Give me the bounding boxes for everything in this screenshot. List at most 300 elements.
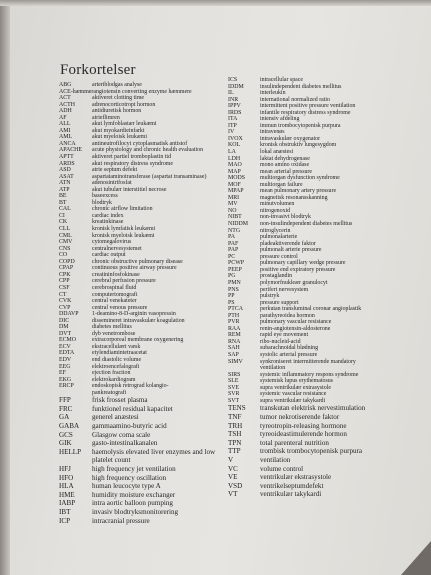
abbreviation-term: AML xyxy=(59,134,73,141)
definition-line: central venous pressure xyxy=(92,304,148,311)
abbreviation-term: PNS xyxy=(228,286,239,293)
abbreviation-column-left xyxy=(59,82,234,525)
definition-line: centralnervesystemet xyxy=(92,245,142,252)
definition-line: endoskopisk retrograd kolangio- xyxy=(92,383,169,390)
abbreviation-term: SVE xyxy=(228,384,240,391)
definition-line: ventrikulær ekstrasystole xyxy=(260,473,332,482)
abbreviation-term: CMV xyxy=(59,239,73,246)
abbreviation-entry xyxy=(228,404,403,413)
abbreviation-entry xyxy=(59,508,234,517)
definition-line: arteriblodgas analyse xyxy=(92,82,142,88)
definition-line: interleukin xyxy=(260,90,286,97)
abbreviation-term: REM xyxy=(228,332,241,339)
abbreviation-entry xyxy=(59,405,234,414)
definition-line: etylendiamintetraacetat xyxy=(92,350,147,357)
abbreviation-term: ECV xyxy=(59,343,71,350)
definition-continuation-line: pankreatografi xyxy=(92,389,127,396)
abbreviation-term: SVT xyxy=(228,397,240,404)
definition-line: aktiveret clotting time xyxy=(92,95,145,102)
abbreviation-entry xyxy=(59,474,234,483)
abbreviation-term: TPN xyxy=(228,438,242,447)
abbreviation-term: CPK xyxy=(59,271,71,278)
abbreviation-term: EDTA xyxy=(59,350,75,357)
abbreviation-term: PS xyxy=(228,299,235,306)
definition-line: adrenocorticotropt hormon xyxy=(92,101,156,108)
abbreviation-term: MAP xyxy=(228,168,241,175)
abbreviation-term: TENS xyxy=(228,404,246,413)
definition-line: adenosintrifosfat xyxy=(92,180,132,187)
abbreviation-term: ABG xyxy=(59,82,72,88)
abbreviation-term: ATN xyxy=(59,180,71,187)
definition-line: non-insulindependent diabetes mellitus xyxy=(260,221,353,228)
abbreviation-definition xyxy=(260,430,403,439)
abbreviation-definition xyxy=(92,405,234,414)
definition-line: systolic arterial pressure xyxy=(260,351,318,358)
abbreviation-entry xyxy=(59,482,234,491)
definition-line: insulindependent diabetes mellitus xyxy=(260,83,342,90)
definition-line: trombisk trombocytopenisk purpura xyxy=(260,447,363,456)
abbreviation-entry xyxy=(228,413,403,422)
definition-line: continuous positive airway pressure xyxy=(92,265,177,272)
definition-line: Glasgow coma scale xyxy=(92,430,151,439)
abbreviation-definition xyxy=(260,359,403,372)
abbreviation-term: CK xyxy=(59,219,68,226)
abbreviation-term: SAH xyxy=(228,345,240,352)
abbreviation-definition xyxy=(260,404,403,413)
definition-line: non-invasivt blodtryk xyxy=(260,214,311,221)
abbreviation-entry xyxy=(228,359,403,372)
abbreviation-entry xyxy=(59,491,234,500)
abbreviation-term: ARDS xyxy=(59,160,75,167)
definition-line: mean arterial pressure xyxy=(260,168,313,175)
abbreviation-entry xyxy=(59,499,234,508)
abbreviation-term: INR xyxy=(228,96,239,103)
abbreviation-term: RAA xyxy=(228,325,241,332)
abbreviation-term: CLL xyxy=(59,226,71,233)
definition-line: blodtryk xyxy=(92,199,112,206)
abbreviation-term: ICS xyxy=(228,77,238,83)
definition-line: cerebrospinal fluid xyxy=(92,284,137,291)
abbreviation-term: PVR xyxy=(228,319,240,326)
abbreviation-entry xyxy=(59,413,234,422)
abbreviation-term: ADH xyxy=(59,108,72,115)
definition-line: subarachnoidal blødning xyxy=(260,345,319,352)
definition-line: dyb venetrombose xyxy=(92,330,136,337)
abbreviation-term: ICP xyxy=(59,516,71,525)
definition-line: high frequency jet ventilation xyxy=(92,465,176,473)
abbreviation-term: HLA xyxy=(59,482,74,491)
abbreviation-entry xyxy=(59,431,234,440)
abbreviation-definition xyxy=(92,422,234,431)
abbreviation-definition xyxy=(92,517,234,526)
definition-line: atrieflimren xyxy=(92,114,120,121)
abbreviation-definition xyxy=(92,491,234,500)
abbreviation-term: ERCP xyxy=(59,383,74,390)
abbreviation-term: PTCA xyxy=(228,306,244,313)
abbreviation-term: FFP xyxy=(59,396,71,405)
definition-line: computertomografi xyxy=(92,291,138,298)
definition-line: nitrogenoxid xyxy=(260,207,291,214)
abbreviation-term: ACT xyxy=(59,95,71,102)
abbreviation-term: EF xyxy=(59,370,66,377)
definition-line: ejection fraction xyxy=(92,370,131,377)
definition-line: extracorporeal membrane oxygenering xyxy=(92,337,184,344)
definition-line: 1-deamino-8-D-arginin vasopressin xyxy=(92,311,176,318)
abbreviation-term: ACTH xyxy=(59,101,76,108)
abbreviation-term: BT xyxy=(59,199,67,206)
definition-line: multiorgan dysfunction syndrome xyxy=(260,175,340,182)
definition-line: antidiuretisk hormon xyxy=(92,108,142,115)
abbreviation-term: RNA xyxy=(228,338,241,345)
definition-line: perkutan transluminal coronar angioplastik xyxy=(260,306,362,313)
abbreviation-term: IRDS xyxy=(228,109,242,116)
definition-line: ekstracellulært væsk xyxy=(92,343,141,350)
abbreviation-term: FRC xyxy=(59,404,73,413)
definition-line: renin-angiotensin-aldosterone xyxy=(260,325,331,332)
definition-line: mean pulmonary artery pressure xyxy=(260,188,337,195)
abbreviation-entry xyxy=(59,517,234,526)
abbreviation-definition xyxy=(92,508,234,517)
definition-line: aspartataminotransferase (aspartat transaminase) xyxy=(92,173,207,180)
abbreviation-definition xyxy=(260,447,403,456)
definition-line: gasto-intestinalkanalen xyxy=(92,439,158,448)
definition-line: akut tubulær interstitiel necrose xyxy=(92,186,167,193)
abbreviation-term: EDV xyxy=(59,356,72,363)
abbreviation-term: CVK xyxy=(59,298,72,305)
abbreviation-term: PC xyxy=(228,253,236,260)
abbreviation-term: CPAP xyxy=(59,265,74,272)
abbreviation-term: TTP xyxy=(228,447,241,456)
abbreviation-entry xyxy=(59,383,234,396)
abbreviation-term: GA xyxy=(59,413,70,422)
abbreviation-definition xyxy=(260,413,403,422)
definition-line: tumor nekrotiserende faktor xyxy=(260,412,340,421)
definition-line: pulmonary vascular resistance xyxy=(260,319,332,326)
abbreviation-definition xyxy=(260,482,403,491)
definition-line: generel anæstesi xyxy=(92,413,139,422)
definition-line: perifert nervesystem xyxy=(260,286,309,293)
definition-line: kreatinkinase xyxy=(92,219,124,226)
definition-line: multiorgan failure xyxy=(260,181,303,188)
abbreviation-term: IVOX xyxy=(228,135,243,142)
definition-line: end diastolic volume xyxy=(92,356,142,363)
abbreviation-term: SAP xyxy=(228,351,239,358)
abbreviation-term: ALL xyxy=(59,121,71,128)
abbreviation-term: SLE xyxy=(228,378,239,385)
definition-line: funktionel residual kapacitet xyxy=(92,404,173,413)
abbreviation-term: LA xyxy=(228,149,236,156)
abbreviation-term: IV xyxy=(228,129,235,136)
abbreviation-term: SIRS xyxy=(228,371,241,378)
abbreviation-term: MODS xyxy=(228,175,246,182)
definition-line: human leucocyte type A xyxy=(92,482,161,491)
abbreviation-term: CAL xyxy=(59,206,71,213)
page-top-edge-shadow xyxy=(0,0,431,6)
definition-line: rapid eye movement xyxy=(260,332,309,339)
abbreviation-term: VSD xyxy=(228,481,243,490)
abbreviation-entry xyxy=(228,456,403,465)
abbreviation-term: PEEP xyxy=(228,266,242,273)
abbreviation-column-right xyxy=(228,77,403,499)
abbreviation-entry xyxy=(228,490,403,499)
abbreviation-term: MOF xyxy=(228,181,241,188)
definition-line: intermittent positive pressure ventilation xyxy=(260,103,356,110)
abbreviation-definition xyxy=(260,465,403,474)
abbreviation-term: KOL xyxy=(228,142,241,149)
definition-line: akut lymfoblastær leukæmi xyxy=(92,121,157,128)
abbreviation-definition xyxy=(260,439,403,448)
abbreviation-entry xyxy=(228,422,403,431)
definition-line: intracranial pressure xyxy=(92,516,150,525)
definition-line: haemolysis elevated liver enzymes and low xyxy=(92,447,216,456)
abbreviation-entry xyxy=(228,447,403,456)
abbreviation-term: PG xyxy=(228,273,236,280)
definition-line: positive end expiratory pressure xyxy=(260,266,336,273)
abbreviation-entry xyxy=(228,473,403,482)
definition-line: gammaamino-butyric acid xyxy=(92,422,167,431)
abbreviation-term: PAP xyxy=(228,247,239,254)
definition-line: cardiac output xyxy=(92,252,126,259)
definition-line: chronic airflow limitation xyxy=(92,206,153,213)
definition-line: laktat dehydrogenase xyxy=(260,155,310,162)
definition-line: angiotensin converting enzyme hæmmere xyxy=(93,88,192,95)
definition-line: international normalized ratio xyxy=(260,96,331,103)
definition-line: systemic vascular resistance xyxy=(260,391,327,398)
abbreviation-definition xyxy=(260,422,403,431)
abbreviation-term: MAO xyxy=(228,162,242,169)
abbreviation-term: ECMO xyxy=(59,337,77,344)
abbreviation-term: CNS xyxy=(59,245,71,252)
abbreviation-term: NIBT xyxy=(228,214,242,221)
abbreviation-term: PA xyxy=(228,234,235,241)
definition-line: cerebral perfusion pressure xyxy=(92,278,156,285)
definition-line: pulmonalarterie xyxy=(260,234,298,241)
abbreviation-term: ANCA xyxy=(59,140,76,147)
abbreviation-term: EKG xyxy=(59,376,72,383)
definition-line: central venekateter xyxy=(92,298,137,305)
definition-line: cytomegalovirus xyxy=(92,239,132,246)
definition-line: frisk frosset plasma xyxy=(92,396,148,405)
abbreviation-entry xyxy=(59,439,234,448)
abbreviation-entry xyxy=(59,396,234,405)
definition-line: pulmonalt arterie pressure xyxy=(260,247,322,254)
definition-line: nitroglycerin xyxy=(260,227,291,234)
definition-line: ventrikelseptumdefekt xyxy=(260,481,324,490)
abbreviation-term: CPP xyxy=(59,278,70,285)
definition-line: creatininfosfokinase xyxy=(92,271,140,278)
abbreviation-term: ASD xyxy=(59,167,71,174)
abbreviation-definition xyxy=(92,413,234,422)
abbreviation-term: NIDDM xyxy=(228,221,248,228)
abbreviation-term: IL xyxy=(228,90,234,97)
abbreviation-term: PTH xyxy=(228,312,240,319)
definition-line: ribo-nucleid-acid xyxy=(260,338,301,345)
abbreviation-entry xyxy=(59,448,234,465)
abbreviation-term: VE xyxy=(228,473,238,482)
definition-line: intravenøs xyxy=(260,129,285,136)
abbreviation-term: CSF xyxy=(59,284,70,291)
abbreviation-term: IABP xyxy=(59,499,76,508)
definition-line: magnetisk resonansskanning xyxy=(260,194,328,201)
definition-continuation-line: ventilation xyxy=(260,365,286,372)
definition-line: mono amino oxidase xyxy=(260,162,310,169)
definition-line: supra ventrikulær takykardi xyxy=(260,397,326,404)
abbreviation-definition xyxy=(92,431,234,440)
definition-line: high frequency oscillation xyxy=(92,473,167,482)
abbreviation-term: SVR xyxy=(228,391,240,398)
abbreviation-entry xyxy=(228,465,403,474)
abbreviation-term: V xyxy=(228,455,234,464)
abbreviation-term: GCS xyxy=(59,430,73,439)
definition-line: prostaglandin xyxy=(260,273,293,280)
abbreviation-definition xyxy=(92,482,234,491)
definition-line: volume control xyxy=(260,464,304,473)
definition-line: akut myeloisk leukæmi xyxy=(92,134,147,141)
abbreviation-term: IBT xyxy=(59,507,71,516)
definition-line: kronisk myeloisk leukæmi xyxy=(92,232,155,239)
abbreviation-entry xyxy=(228,482,403,491)
abbreviation-definition xyxy=(260,490,403,499)
abbreviation-term: BE xyxy=(59,193,67,200)
abbreviation-term: SIMV xyxy=(228,358,243,365)
definition-line: elektroencefalografi xyxy=(92,363,140,370)
definition-line: transkutan elektrisk nervestimulation xyxy=(260,404,366,413)
abbreviation-term: CO xyxy=(59,252,68,259)
definition-line: tyreoideastimulerende hormon xyxy=(260,430,347,439)
abbreviation-term: NO xyxy=(228,207,237,214)
abbreviation-term: DM xyxy=(59,324,69,331)
definition-line: systemic inflammatory respons syndrome xyxy=(260,371,359,378)
abbreviation-term: TRH xyxy=(228,421,243,430)
definition-line: dissemineret intravaskulær koagulation xyxy=(92,317,185,324)
abbreviation-definition xyxy=(92,448,234,465)
abbreviation-term: ITA xyxy=(228,116,238,123)
definition-line: cardiac index xyxy=(92,212,124,219)
definition-line: pladeaktiverende faktor xyxy=(260,240,316,247)
abbreviation-term: ITP xyxy=(228,122,237,129)
abbreviation-term: PP xyxy=(228,293,235,300)
abbreviation-definition xyxy=(92,474,234,483)
definition-line: intravaskulær oxygenator xyxy=(260,135,321,142)
abbreviation-term: APACHE xyxy=(59,147,83,154)
abbreviation-term: PAF xyxy=(228,240,239,247)
definition-line: diabetes mellitus xyxy=(92,324,132,331)
definition-line: antineutrofilocyt cytoplasmatisk antistof xyxy=(92,140,188,147)
abbreviation-term: CI xyxy=(59,212,65,219)
abbreviation-term: ACE-hæmmer xyxy=(59,88,94,95)
abbreviation-term: LDH xyxy=(228,155,241,162)
definition-line: akut respiratory distress syndrome xyxy=(92,160,173,167)
definition-line: humidity moisture exchanger xyxy=(92,490,176,499)
abbreviation-term: AF xyxy=(59,114,67,121)
definition-line: minutvolumen xyxy=(260,201,295,208)
definition-line: akut myokardieinfarkt xyxy=(92,127,145,134)
abbreviation-term: HFJ xyxy=(59,465,71,473)
definition-line: intra aortic balloon pumping xyxy=(92,499,173,508)
definition-line: ventilation xyxy=(260,455,291,464)
abbreviation-term: MRI xyxy=(228,194,240,201)
abbreviation-term: AMI xyxy=(59,127,71,134)
abbreviation-term: NTG xyxy=(228,227,241,234)
abbreviation-term: TSH xyxy=(228,430,242,439)
page-left-edge-shadow xyxy=(0,0,10,575)
abbreviation-term: EEG xyxy=(59,363,71,370)
abbreviation-term: VT xyxy=(228,490,238,499)
abbreviation-term: IPPV xyxy=(228,103,241,110)
abbreviation-term: GIK xyxy=(59,439,72,448)
definition-line: pressure control xyxy=(260,253,298,260)
abbreviation-entry xyxy=(228,430,403,439)
definition-line: acute physiology and chronic health evaluation xyxy=(92,147,204,154)
page-corner-background xyxy=(401,541,431,575)
definition-line: ventrikulær takykardi xyxy=(260,490,322,499)
abbreviation-term: MV xyxy=(228,201,238,208)
abbreviation-term: CT xyxy=(59,291,67,298)
definition-line: lokal anæstesi xyxy=(260,149,294,156)
definition-line: kronisk lymfatisk leukæmi xyxy=(92,226,156,233)
abbreviation-term: TNF xyxy=(228,412,242,421)
definition-line: intensiv afdeling xyxy=(260,116,300,123)
definition-line: immun trombocytopenisk purpura xyxy=(260,122,341,129)
abbreviation-definition xyxy=(92,396,234,405)
definition-line: atrie septum defekt xyxy=(92,167,138,174)
definition-line: kronisk obstruktiv lungesygdom xyxy=(260,142,337,149)
abbreviation-definition xyxy=(92,383,234,396)
definition-line: tyreotropin-releasing hormone xyxy=(260,421,347,430)
definition-line: pulstryk xyxy=(260,293,280,300)
abbreviation-entry xyxy=(59,422,234,431)
abbreviation-term: ATP xyxy=(59,186,70,193)
abbreviation-definition xyxy=(260,456,403,465)
definition-line: parathyreoidea hormon xyxy=(260,312,315,319)
definition-line: polymorfnukleær granulocyt xyxy=(260,279,328,286)
definition-line: elektrokardiogram xyxy=(92,376,136,383)
abbreviation-term: ASAT xyxy=(59,173,74,180)
definition-line: pulmonary capillary wedge pressure xyxy=(260,260,346,267)
abbreviation-term: HFO xyxy=(59,473,74,482)
abbreviation-term: HELLP xyxy=(59,447,82,456)
abbreviation-term: MPAP xyxy=(228,188,244,195)
definition-line: infantile respiratory distress syndrome xyxy=(260,109,351,116)
abbreviation-term: CML xyxy=(59,232,72,239)
definition-line: total parenteral nutrition xyxy=(260,438,329,447)
definition-line: pressure support xyxy=(260,299,299,306)
abbreviation-term: APTT xyxy=(59,154,74,161)
abbreviation-entry xyxy=(59,465,234,474)
definition-line: synkroniseret intermitterende mandatory xyxy=(260,358,356,365)
abbreviation-term: COPD xyxy=(59,258,75,265)
definition-line: intracellular space xyxy=(260,77,304,83)
abbreviation-term: GABA xyxy=(59,422,80,431)
abbreviation-entry xyxy=(228,439,403,448)
abbreviation-term: DVT xyxy=(59,330,72,337)
abbreviation-term: CVP xyxy=(59,304,71,311)
abbreviation-term: PCWP xyxy=(228,260,245,267)
definition-line: invasiv blodtryksmonitorering xyxy=(92,507,179,516)
definition-line: chronic obstructive pulmonary disease xyxy=(92,258,183,265)
abbreviation-term: DDAVP xyxy=(59,311,79,318)
abbreviation-term: PMN xyxy=(228,279,241,286)
definition-line: aktiveret partiel tromboplastin tid xyxy=(92,154,172,161)
abbreviation-term: IDDM xyxy=(228,83,244,90)
page-title: Forkortelser xyxy=(60,62,136,78)
definition-line: supra ventrikulær extrasystole xyxy=(260,384,331,391)
definition-line: systemisk lupus erythematosus xyxy=(260,378,333,385)
abbreviation-term: HME xyxy=(59,490,75,499)
definition-line: baseexcess xyxy=(92,193,118,200)
abbreviation-term: VC xyxy=(228,464,238,473)
abbreviation-definition xyxy=(92,439,234,448)
